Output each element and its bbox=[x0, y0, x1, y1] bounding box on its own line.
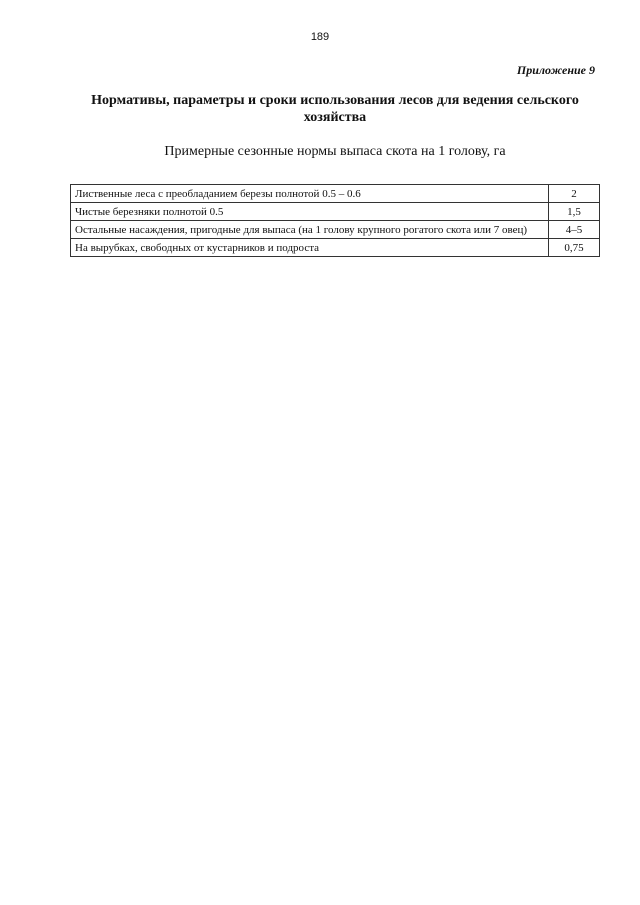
grazing-norms-table bbox=[70, 184, 600, 257]
row-description: Остальные насаждения, пригодные для выпаса (на 1 голову крупного рогатого скота или 7 овец) bbox=[71, 221, 549, 239]
row-value: 2 bbox=[549, 185, 600, 203]
table-row bbox=[71, 239, 600, 257]
document-subtitle: Примерные сезонные нормы выпаса скота на 1 голову, га bbox=[164, 144, 506, 159]
table-row bbox=[71, 221, 600, 239]
row-value: 1,5 bbox=[549, 203, 600, 221]
row-value: 4–5 bbox=[549, 221, 600, 239]
row-description: Чистые березняки полнотой 0.5 bbox=[71, 203, 549, 221]
row-value: 0,75 bbox=[549, 239, 600, 257]
page-number: 189 bbox=[310, 31, 330, 43]
appendix-label: Приложение 9 bbox=[516, 63, 595, 77]
row-description: Лиственные леса с преобладанием березы полнотой 0.5 – 0.6 bbox=[71, 185, 549, 203]
table-row bbox=[71, 203, 600, 221]
table-row bbox=[71, 185, 600, 203]
document-title: Нормативы, параметры и сроки использования лесов для ведения сельского хозяйства bbox=[91, 93, 579, 125]
row-description: На вырубках, свободных от кустарников и подроста bbox=[71, 239, 549, 257]
